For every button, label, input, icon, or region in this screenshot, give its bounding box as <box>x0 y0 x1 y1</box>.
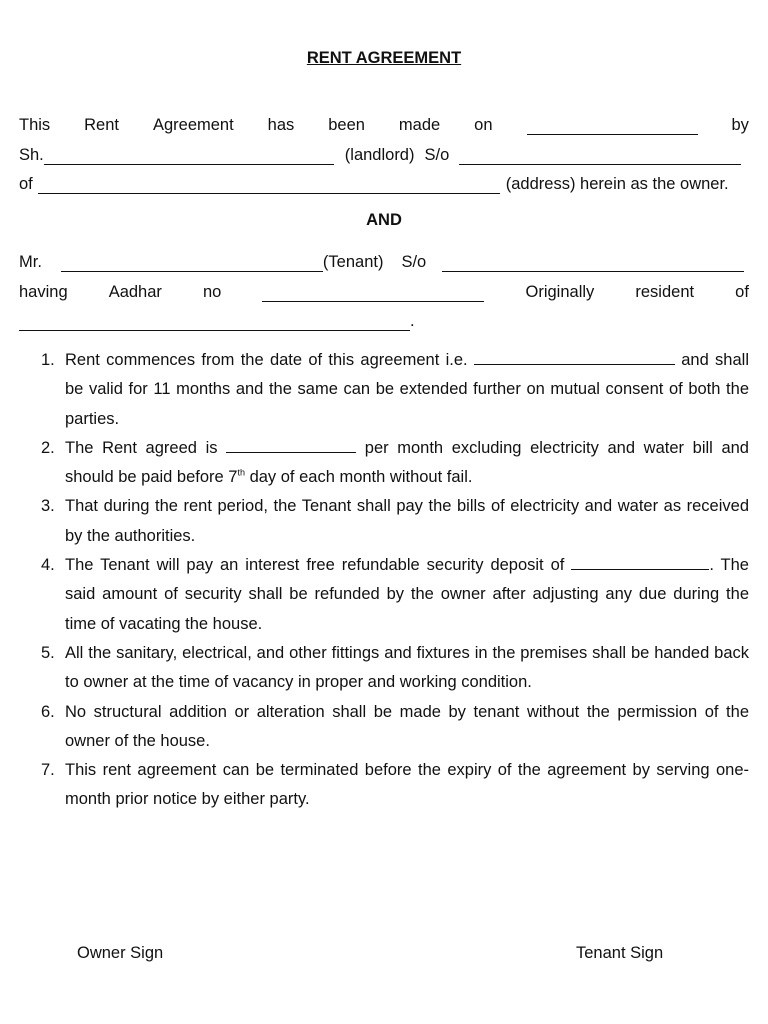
intro-word: been <box>328 116 365 134</box>
tenant-name-blank[interactable] <box>61 257 323 272</box>
tenant-line-3 <box>19 309 749 331</box>
clause-text: All the sanitary, electrical, and other fittings and fixtures in the premises shall be handed back to owner at the time of vacancy in proper and working condition. <box>65 643 749 692</box>
clause-text: No structural addition or alteration shall be made by tenant without the permission of the owner of the house. <box>65 702 749 750</box>
clause-text: The Tenant will pay an interest free refundable security deposit of . The said amount of security shall be refunded by the owner after adjusting any due during the time of vacating the house. <box>65 556 749 633</box>
clause-list <box>41 346 749 815</box>
so-label: S/o <box>424 146 450 164</box>
tenant-father-blank[interactable] <box>442 257 744 272</box>
clause-item <box>41 551 749 639</box>
clause-number: 6. <box>41 702 55 721</box>
landlord-father-blank[interactable] <box>459 150 741 165</box>
originally-label: Originally <box>525 283 595 301</box>
clause-item <box>41 639 749 698</box>
clause-number: 3. <box>41 497 55 516</box>
tenant-label: (Tenant) <box>322 253 384 271</box>
tenant-resident-blank[interactable] <box>19 316 410 331</box>
no-label: no <box>203 283 222 301</box>
intro-word: Rent <box>84 116 119 134</box>
clause-text: This rent agreement can be terminated before the expiry of the agreement by serving one-month prior notice by either party. <box>65 761 749 809</box>
clause-number: 1. <box>41 351 55 369</box>
tenant-line-2 <box>19 280 749 302</box>
landlord-label: (landlord) <box>344 146 415 164</box>
clause-item <box>41 434 749 493</box>
intro-line-1 <box>19 113 749 135</box>
address-owner-label: (address) herein as the owner. <box>505 175 729 193</box>
landlord-name-blank[interactable] <box>44 150 334 165</box>
clause-number: 5. <box>41 643 55 662</box>
aadhar-number-blank[interactable] <box>262 287 484 302</box>
clause-item <box>41 756 749 815</box>
date-blank[interactable] <box>527 120 698 135</box>
tenant-sign-label: Tenant Sign <box>576 944 664 962</box>
intro-word: has <box>267 116 295 134</box>
clause-text: Rent commences from the date of this agreement i.e. and shall be valid for 11 months and the same can be extended further on mutual consent of both the parties. <box>65 351 749 428</box>
intro-word: made <box>398 116 441 134</box>
sh-label: Sh. <box>19 146 44 164</box>
start-date-blank[interactable] <box>474 350 675 365</box>
of-label: of <box>735 283 749 301</box>
clause-number: 2. <box>41 438 55 457</box>
deposit-amount-blank[interactable] <box>571 555 709 570</box>
clause-item <box>41 492 749 551</box>
clause-item <box>41 698 749 757</box>
clause-item <box>41 346 749 434</box>
intro-line-3 <box>19 172 749 194</box>
intro-word: This <box>19 116 51 134</box>
clause-number: 7. <box>41 761 55 780</box>
intro-word: on <box>474 116 493 134</box>
mr-label: Mr. <box>19 253 42 271</box>
clause-text: The Rent agreed is per month excluding electricity and water bill and should be paid before 7th day of each month without fail. <box>65 438 749 487</box>
aadhar-label: Aadhar <box>108 283 162 301</box>
resident-label: resident <box>635 283 695 301</box>
tenant-line-1 <box>19 250 749 272</box>
and-heading: AND <box>366 211 402 229</box>
owner-sign-label: Owner Sign <box>77 944 164 962</box>
clause-number: 4. <box>41 556 55 575</box>
landlord-address-blank[interactable] <box>38 179 500 194</box>
rent-amount-blank[interactable] <box>226 438 356 453</box>
intro-word: by <box>731 116 749 134</box>
intro-line-2 <box>19 143 749 165</box>
having-label: having <box>19 283 68 301</box>
so-label: S/o <box>401 253 427 271</box>
intro-word: Agreement <box>152 116 234 134</box>
period: . <box>410 312 415 330</box>
clause-text: That during the rent period, the Tenant shall pay the bills of electricity and water as received by the authorities. <box>65 497 749 545</box>
of-label: of <box>19 175 33 193</box>
document-title: RENT AGREEMENT <box>306 49 462 67</box>
